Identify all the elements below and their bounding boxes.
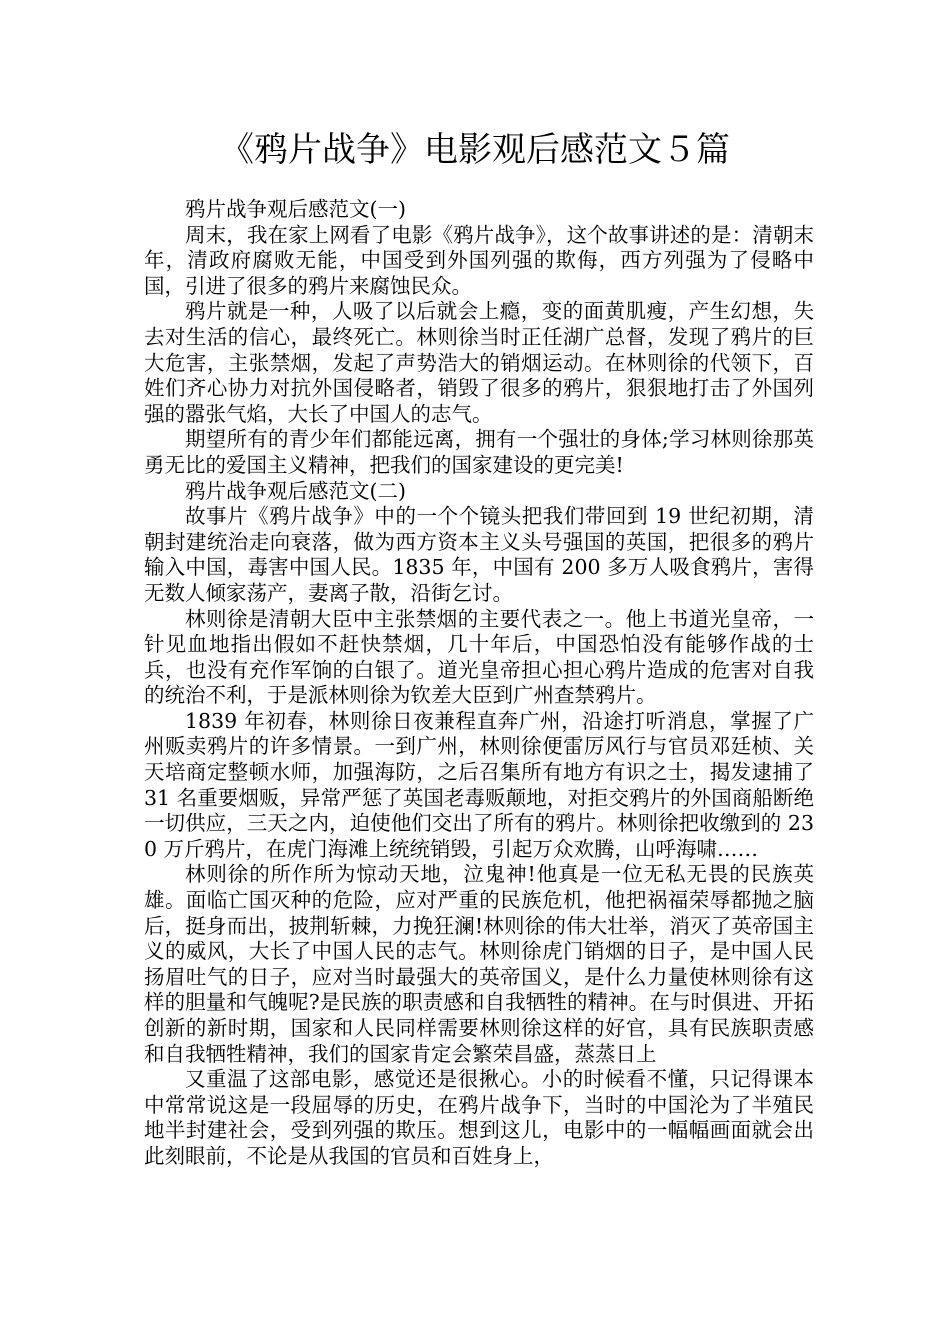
document-body xyxy=(144,197,814,1170)
document-title: 《鸦片战争》电影观后感范文５篇 xyxy=(220,130,730,170)
paragraph: 周末，我在家上网看了电影《鸦片战争》，这个故事讲述的是：清朝末年，清政府腐败无能，中国受到外国列强的欺侮，西方列强为了侵略中国，引进了很多的鸦片来腐蚀民众。 xyxy=(144,222,814,298)
paragraph: 1839 年初春，林则徐日夜兼程直奔广州，沿途打听消息，掌握了广州贩卖鸦片的许多情景。一到广州，林则徐便雷厉风行与官员邓廷桢、关天培商定整顿水师，加强海防，之后召集所有地方有识之士，揭发逮捕了 31 名重要烟贩，异常严惩了英国老毒贩颠地，对拒交鸦片的外国商船断绝一切供应，三天之内，迫使他们交出了所有的鸦片。林则徐把收缴到的 230 万斤鸦片，在虎门海滩上统统销毁，引起万众欢腾，山呼海啸…… xyxy=(144,708,814,861)
section-heading-1: 鸦片战争观后感范文(一) xyxy=(185,197,406,221)
paragraph: 期望所有的青少年们都能远离，拥有一个强壮的身体;学习林则徐那英勇无比的爱国主义精神，把我们的国家建设的更完美! xyxy=(144,427,814,477)
paragraph: 林则徐是清朝大臣中主张禁烟的主要代表之一。他上书道光皇帝，一针见血地指出假如不赶快禁烟，几十年后，中国恐怕没有能够作战的士兵，也没有充作军饷的白银了。道光皇帝担心担心鸦片造成的危害对自我的统治不利，于是派林则徐为钦差大臣到广州查禁鸦片。 xyxy=(144,606,814,708)
paragraph: 又重温了这部电影，感觉还是很揪心。小的时候看不懂，只记得课本中常常说这是一段屈辱的历史，在鸦片战争下，当时的中国沦为了半殖民地半封建社会，受到列强的欺压。想到这儿，电影中的一幅幅画面就会出此刻眼前，不论是从我国的官员和百姓身上， xyxy=(144,1067,814,1168)
paragraph: 故事片《鸦片战争》中的一个个镜头把我们带回到 19 世纪初期，清朝封建统治走向衰落，做为西方资本主义头号强国的英国，把很多的鸦片输入中国，毒害中国人民。1835 年，中国有 200 多万人吸食鸦片，害得无数人倾家荡产，妻离子散，沿街乞讨。 xyxy=(144,504,814,605)
paragraph: 林则徐的所作所为惊动天地，泣鬼神!他真是一位无私无畏的民族英雄。面临亡国灭种的危险，应对严重的民族危机，他把祸福荣辱都抛之脑后，挺身而出，披荆斩棘，力挽狂澜!林则徐的伟大壮举，消灭了英帝国主义的威风，大长了中国人民的志气。林则徐虎门销烟的日子，是中国人民扬眉吐气的日子，应对当时最强大的英帝国义，是什么力量使林则徐有这样的胆量和气魄呢?是民族的职责感和自我牺牲的精神。在与时俱进、开拓创新的新时期，国家和人民同样需要林则徐这样的好官，具有民族职责感和自我牺牲精神，我们的国家肯定会繁荣昌盛，蒸蒸日上 xyxy=(144,862,814,1066)
section-heading-2: 鸦片战争观后感范文(二) xyxy=(185,478,406,503)
paragraph: 鸦片就是一种，人吸了以后就会上瘾，变的面黄肌瘦，产生幻想，失去对生活的信心，最终死亡。林则徐当时正任湖广总督，发现了鸦片的巨大危害，主张禁烟，发起了声势浩大的销烟运动。在林则徐的代领下，百姓们齐心协力对抗外国侵略者，销毁了很多的鸦片，狠狠地打击了外国列强的嚣张气焰，大长了中国人的志气。 xyxy=(144,299,814,426)
